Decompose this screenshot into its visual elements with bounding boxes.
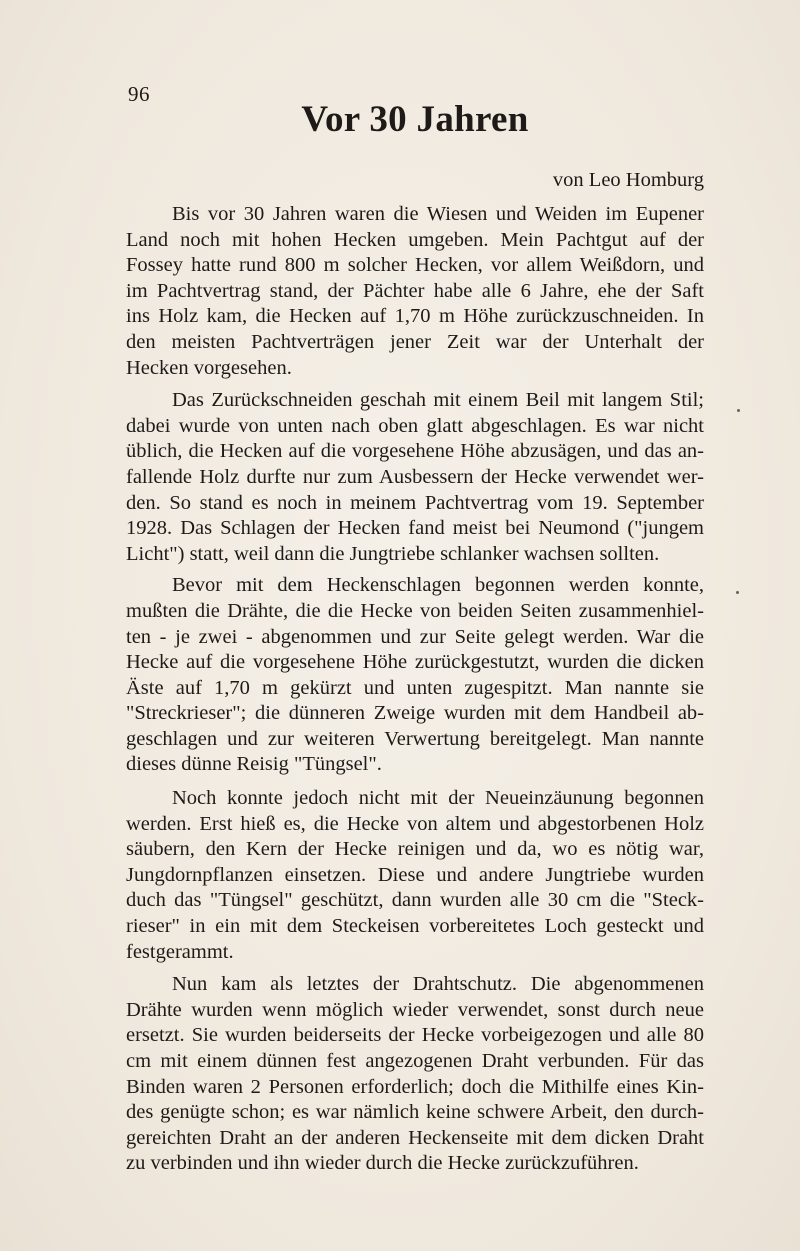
author-byline: von Leo Homburg (552, 169, 704, 191)
text-line: Hecken vorgesehen. (126, 356, 292, 379)
text-line: "Streckrieser"; die dünneren Zweige wurden mit dem Handbeil ab- (126, 702, 704, 725)
paragraph (126, 388, 704, 567)
text-line: Licht") statt, weil dann die Jungtriebe schlanker wachsen sollten. (126, 542, 660, 565)
text-line: Jungdornpflanzen einsetzen. Diese und andere Jungtriebe wurden (126, 863, 704, 886)
text-line: Binden waren 2 Personen erforderlich; doch die Mithilfe eines Kin- (126, 1075, 704, 1098)
text-line: Hecke auf die vorgesehene Höhe zurückgestutzt, wurden die dicken (126, 651, 704, 674)
text-line: üblich, die Hecken auf die vorgesehene Höhe abzusägen, und das an- (126, 440, 704, 463)
text-line: Äste auf 1,70 m gekürzt und unten zugespitzt. Man nannte sie (126, 676, 704, 699)
paragraph (126, 202, 704, 381)
text-line: säubern, den Kern der Hecke reinigen und da, wo es nötig war, (126, 838, 704, 861)
text-line: Fossey hatte rund 800 m solcher Hecken, vor allem Weißdorn, und (126, 254, 704, 277)
text-line: duch das "Tüngsel" geschützt, dann wurden alle 30 cm die "Steck- (126, 889, 704, 912)
text-line: 1928. Das Schlagen der Hecken fand meist bei Neumond ("jungem (126, 517, 704, 540)
text-line: zu verbinden und ihn wieder durch die Hecke zurückzuführen. (126, 1152, 639, 1175)
text-line: festgerammt. (126, 940, 234, 963)
text-line: ersetzt. Sie wurden beiderseits der Hecke vorbeigezogen und alle 80 (126, 1024, 704, 1047)
text-line: Das Zurückschneiden geschah mit einem Beil mit langem Stil; (172, 389, 704, 412)
text-line: des genügte schon; es war nämlich keine schwere Arbeit, den durch- (126, 1101, 704, 1124)
text-line: rieser" in ein mit dem Steckeisen vorbereitetes Loch gesteckt und (126, 915, 704, 938)
text-line: gereichten Draht an der anderen Heckenseite mit dem dicken Draht (126, 1126, 704, 1149)
paragraph (126, 786, 704, 965)
text-line: Nun kam als letztes der Drahtschutz. Die abgenommenen (172, 973, 704, 996)
text-line: Land noch mit hohen Hecken umgeben. Mein Pachtgut auf der (126, 228, 704, 251)
text-line: den. So stand es noch in meinem Pachtvertrag vom 19. September (126, 491, 704, 514)
text-line: cm mit einem dünnen fest angezogenen Draht verbunden. Für das (126, 1050, 704, 1072)
text-line: ten - je zwei - abgenommen und zur Seite gelegt werden. War die (126, 625, 704, 648)
text-line: dieses dünne Reisig "Tüngsel". (126, 753, 382, 776)
text-line: im Pachtvertrag stand, der Pächter habe alle 6 Jahre, ehe der Saft (126, 279, 704, 302)
article-title: Vor 30 Jahren (301, 99, 529, 140)
text-line: werden. Erst hieß es, die Hecke von altem und abgestorbenen Holz (126, 812, 704, 835)
text-line: Drähte wurden wenn möglich wieder verwendet, sonst durch neue (126, 998, 704, 1021)
paragraph (126, 972, 704, 1177)
text-line: Bis vor 30 Jahren waren die Wiesen und Weiden im Eupener (172, 203, 704, 225)
text-line: dabei wurde von unten nach oben glatt abgeschlagen. Es war nicht (126, 414, 704, 437)
text-line: fallende Holz durfte nur zum Ausbessern der Hecke verwendet wer- (126, 465, 704, 488)
article-body (126, 202, 704, 1177)
text-line: mußten die Drähte, die die Hecke von beiden Seiten zusammenhiel- (126, 599, 704, 622)
text-line: Bevor mit dem Heckenschlagen begonnen werden konnte, (172, 574, 704, 597)
paper-speck (737, 409, 740, 412)
text-line: geschlagen und zur weiteren Verwertung bereitgelegt. Man nannte (126, 727, 704, 750)
text-line: den meisten Pachtverträgen jener Zeit war der Unterhalt der (126, 330, 704, 353)
paper-speck (736, 591, 739, 594)
paragraph (126, 573, 704, 778)
page-number: 96 (128, 82, 150, 106)
text-line: Noch konnte jedoch nicht mit der Neueinzäunung begonnen (172, 787, 704, 810)
text-line: ins Holz kam, die Hecken auf 1,70 m Höhe zurückzuschneiden. In (126, 305, 704, 328)
